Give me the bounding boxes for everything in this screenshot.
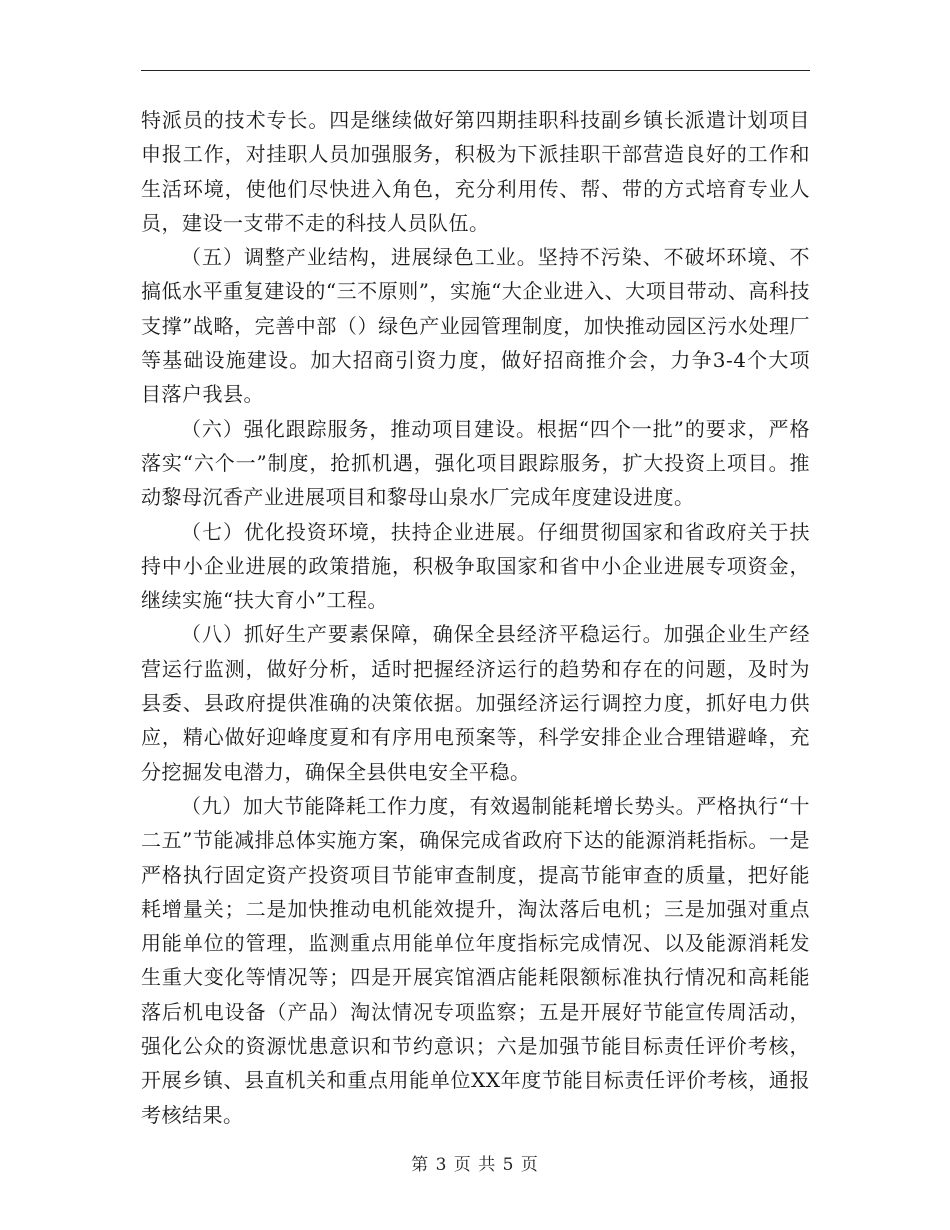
- document-body: [141, 103, 810, 1132]
- header-rule: [141, 70, 810, 71]
- paragraph-section-9: （九）加大节能降耗工作力度，有效遏制能耗增长势头。严格执行“十二五”节能减排总体实施方案，确保完成省政府下达的能源消耗指标。一是严格执行固定资产投资项目节能审查制度，提高节能审查的质量，把好能耗增量关；二是加快推动电机能效提升，淘汰落后电机；三是加强对重点用能单位的管理，监测重点用能单位年度指标完成情况、以及能源消耗发生重大变化等情况等；四是开展宾馆酒店能耗限额标准执行情况和高耗能落后机电设备（产品）淘汰情况专项监察；五是开展好节能宣传周活动，强化公众的资源忧患意识和节约意识；六是加强节能目标责任评价考核，开展乡镇、县直机关和重点用能单位XX年度节能目标责任评价考核，通报考核结果。: [141, 793, 810, 1127]
- page-number-footer: 第 3 页 共 5 页: [411, 1155, 539, 1175]
- paragraph-section-5: （五）调整产业结构，进展绿色工业。坚持不污染、不破坏环境、不搞低水平重复建设的“三不原则”，实施“大企业进入、大项目带动、高科技支撑”战略，完善中部（）绿色产业园管理制度，加快推动园区污水处理厂等基础设施建设。加大招商引资力度，做好招商推介会，力争3-4个大项目落户我县。: [141, 245, 810, 407]
- paragraph-section-6: （六）强化跟踪服务，推动项目建设。根据“四个一批”的要求，严格落实“六个一”制度，抢抓机遇，强化项目跟踪服务，扩大投资上项目。推动黎母沉香产业进展项目和黎母山泉水厂完成年度建设进度。: [141, 416, 810, 510]
- paragraph-section-7: （七）优化投资环境，扶持企业进展。仔细贯彻国家和省政府关于扶持中小企业进展的政策措施，积极争取国家和省中小企业进展专项资金，继续实施“扶大育小”工程。: [141, 519, 810, 613]
- paragraph-continuation: 特派员的技术专长。四是继续做好第四期挂职科技副乡镇长派遣计划项目申报工作，对挂职人员加强服务，积极为下派挂职干部营造良好的工作和生活环境，使他们尽快进入角色，充分利用传、帮、带的方式培育专业人员，建设一支带不走的科技人员队伍。: [141, 108, 810, 235]
- paragraph-section-8: （八）抓好生产要素保障，确保全县经济平稳运行。加强企业生产经营运行监测，做好分析，适时把握经济运行的趋势和存在的问题，及时为县委、县政府提供准确的决策依据。加强经济运行调控力度，抓好电力供应，精心做好迎峰度夏和有序用电预案等，科学安排企业合理错避峰，充分挖掘发电潜力，确保全县供电安全平稳。: [141, 622, 810, 784]
